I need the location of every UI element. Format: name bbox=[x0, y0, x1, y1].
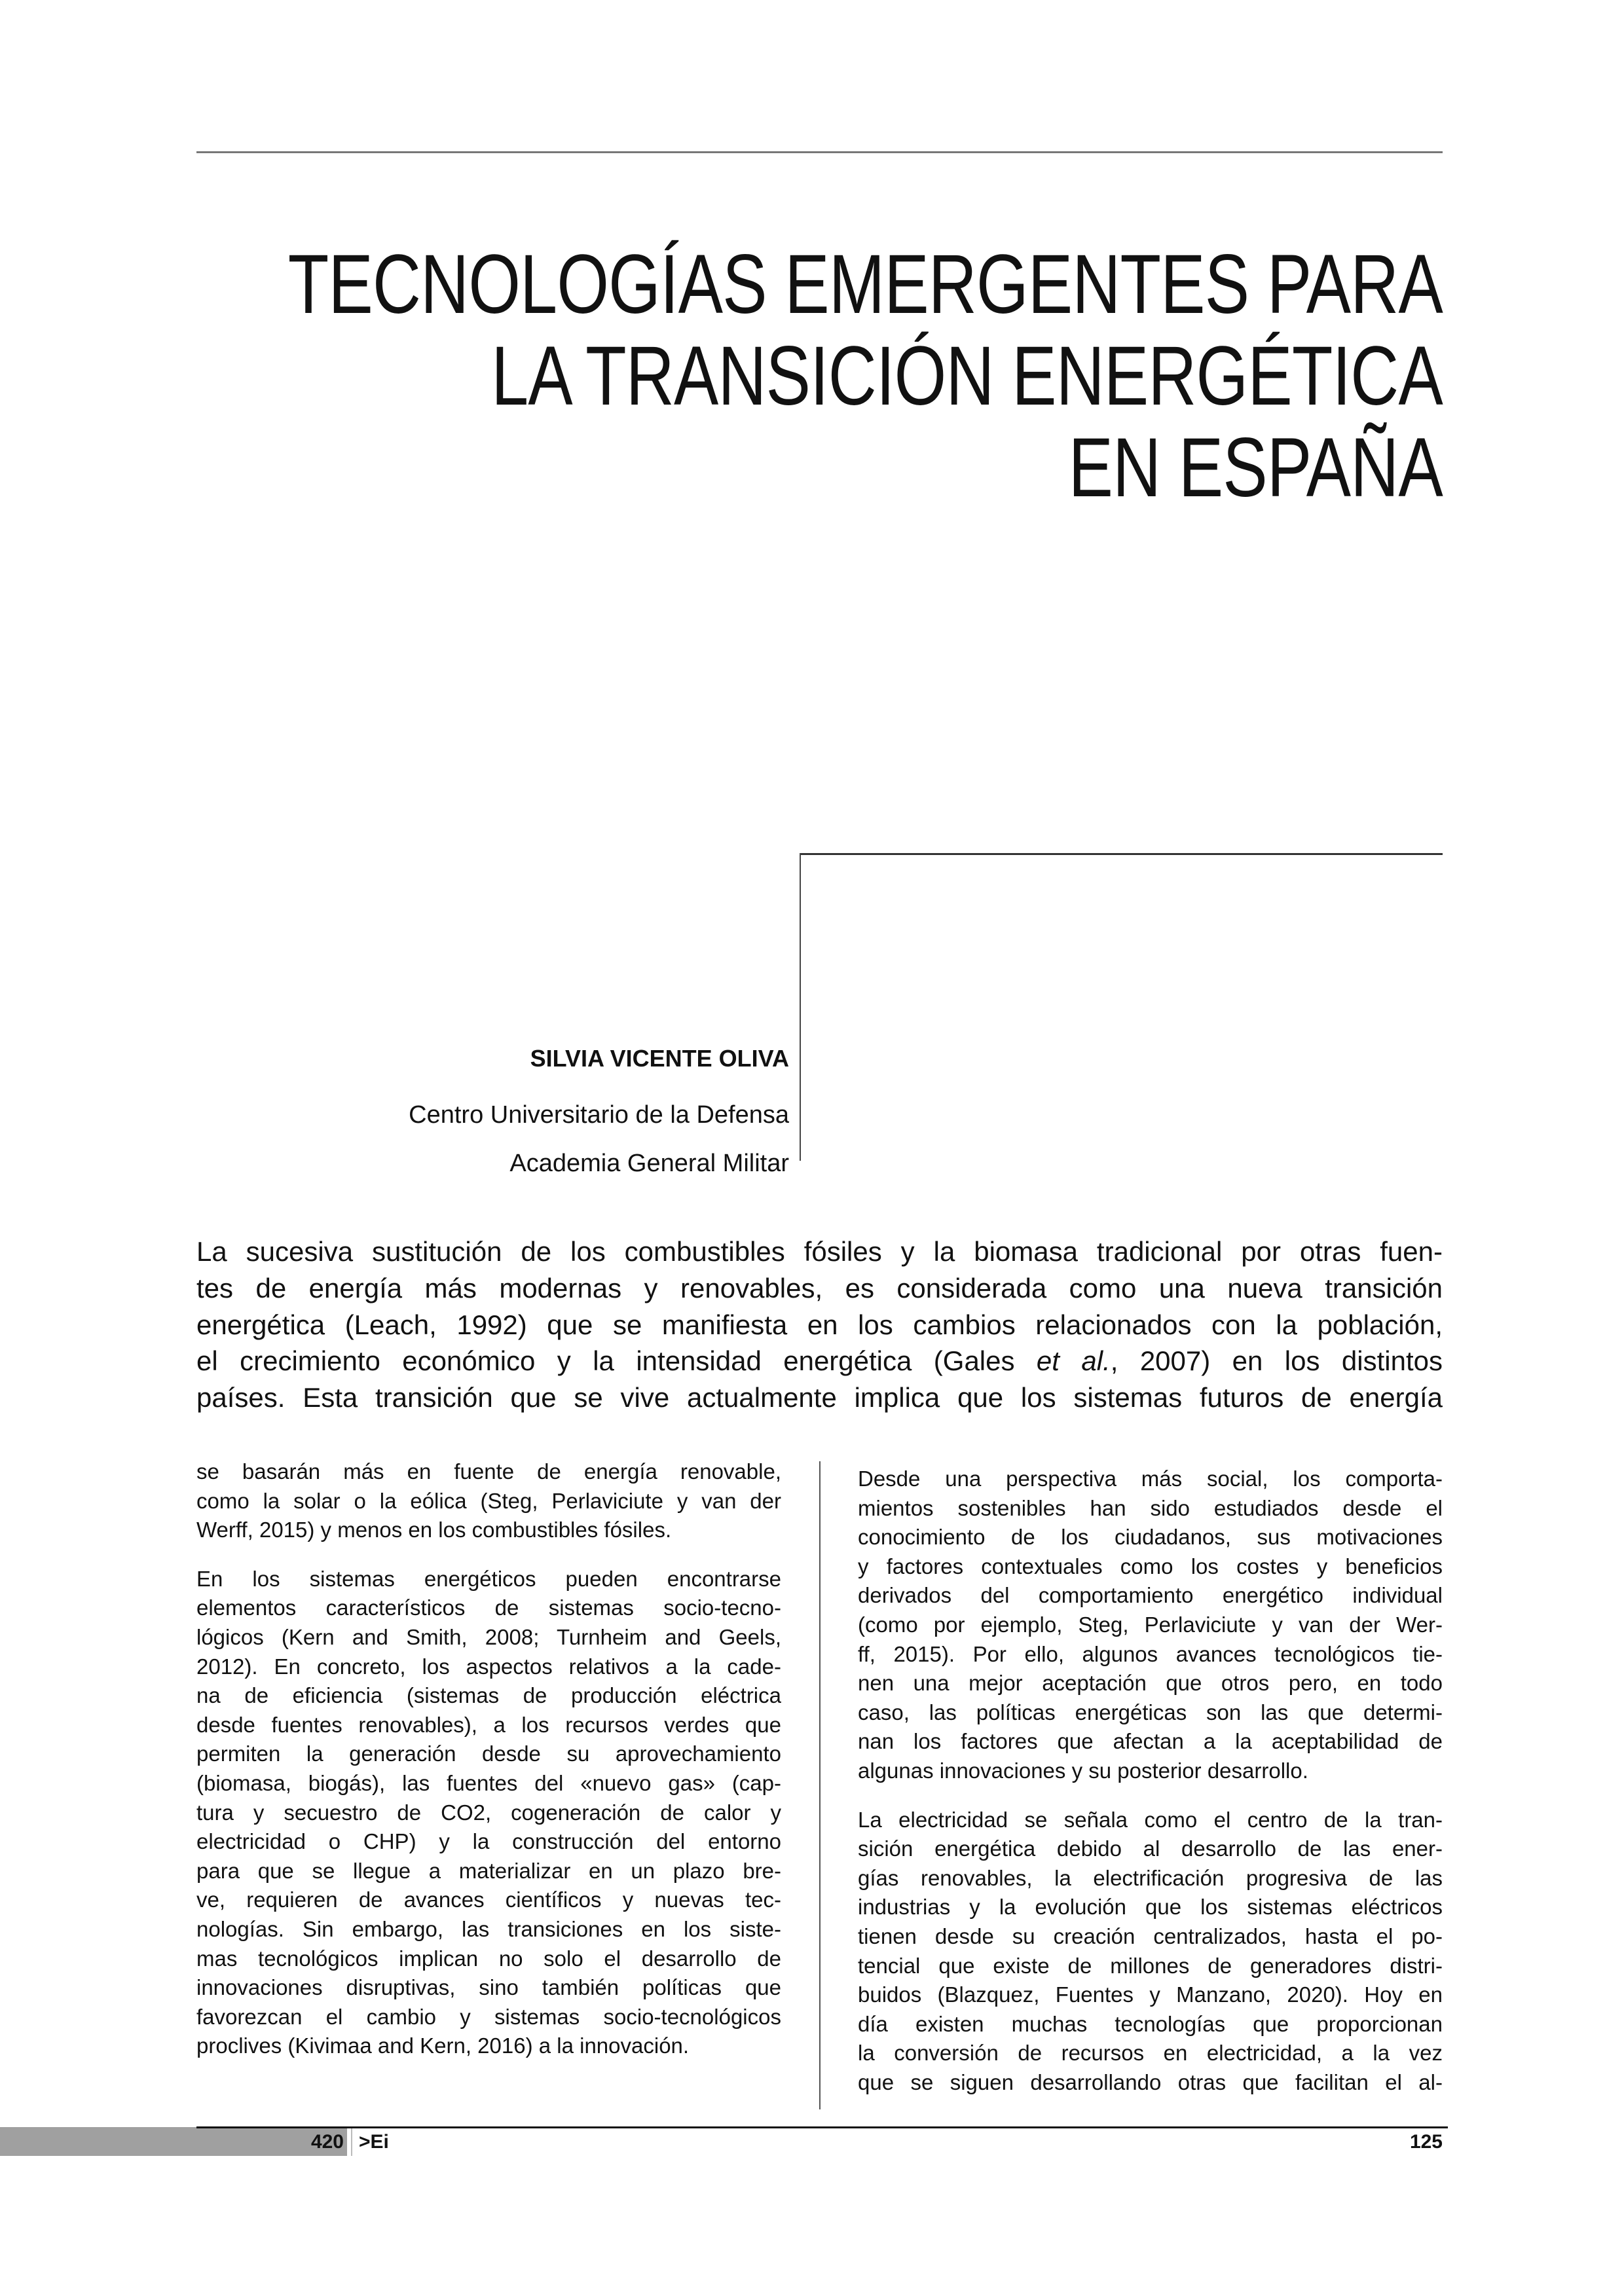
abstract-line: La sucesiva sustitución de los combustibles fósiles y la biomasa tradicional por otras fuen- bbox=[196, 1236, 1443, 1267]
paragraph bbox=[858, 1806, 1443, 2098]
top-rule bbox=[196, 151, 1443, 153]
page-number: 125 bbox=[1409, 2131, 1443, 2153]
author-name: SILVIA VICENTE OLIVA bbox=[530, 1045, 789, 1072]
text-line: y factores contextuales como los costes y beneficios bbox=[858, 1554, 1443, 1578]
journal-name: >Ei bbox=[359, 2131, 389, 2153]
abstract-line: tes de energía más modernas y renovables, es considerada como una nueva transición bbox=[196, 1272, 1443, 1303]
abstract-line: energética (Leach, 1992) que se manifiesta en los cambios relacionados con la población, bbox=[196, 1309, 1443, 1340]
column-divider bbox=[819, 1461, 821, 2109]
text-line: lógicos (Kern and Smith, 2008; Turnheim and Geels, bbox=[196, 1624, 781, 1649]
footer-separator bbox=[351, 2128, 352, 2156]
text-line: para que se llegue a materializar en un plazo bre- bbox=[196, 1858, 781, 1883]
text-line: ff, 2015). Por ello, algunos avances tecnológicos tie- bbox=[858, 1641, 1443, 1666]
title-line: EN ESPAÑA bbox=[1068, 421, 1443, 515]
text-line: elementos característicos de sistemas socio-tecno- bbox=[196, 1595, 781, 1620]
paragraph bbox=[858, 1465, 1443, 1786]
author-affiliation: Academia General Militar bbox=[509, 1150, 789, 1177]
abstract-line-text: el crecimiento económico y la intensidad energética (Gales bbox=[196, 1345, 1037, 1377]
text-line: ve, requieren de avances científicos y nuevas tec- bbox=[196, 1887, 781, 1912]
text-line: gías renovables, la electrificación progresiva de las bbox=[858, 1865, 1443, 1890]
text-line: la conversión de recursos en electricidad, a la vez bbox=[858, 2041, 1443, 2066]
author-box-top-rule bbox=[800, 853, 1443, 855]
text-line: (como por ejemplo, Steg, Perlaviciute y van der Wer- bbox=[858, 1612, 1443, 1637]
abstract bbox=[196, 1233, 1443, 1416]
text-line: nologías. Sin embargo, las transiciones en los siste- bbox=[196, 1916, 781, 1941]
text-line: proclives (Kivimaa and Kern, 2016) a la innovación. bbox=[196, 2033, 690, 2058]
text-line: mas tecnológicos implican no solo el desarrollo de bbox=[196, 1946, 781, 1971]
text-line: Desde una perspectiva más social, los comporta- bbox=[858, 1467, 1443, 1491]
text-line: permiten la generación desde su aprovechamiento bbox=[196, 1741, 781, 1766]
text-line: como la solar o la eólica (Steg, Perlaviciute y van der bbox=[196, 1488, 781, 1513]
text-line: (biomasa, biogás), las fuentes del «nuevo gas» (cap- bbox=[196, 1770, 781, 1795]
text-line: tura y secuestro de CO2, cogeneración de calor y bbox=[196, 1800, 781, 1825]
text-line: innovaciones disruptivas, sino también políticas que bbox=[196, 1975, 781, 2000]
right-column bbox=[858, 1465, 1443, 2117]
text-line: na de eficiencia (sistemas de producción eléctrica bbox=[196, 1683, 781, 1708]
text-line: industrias y la evolución que los sistemas eléctricos bbox=[858, 1895, 1443, 1920]
abstract-italic-text: et al. bbox=[1036, 1345, 1111, 1377]
text-line: buidos (Blazquez, Fuentes y Manzano, 2020). Hoy en bbox=[858, 1982, 1443, 2007]
paragraph bbox=[196, 1457, 781, 1545]
text-line: tencial que existe de millones de generadores distri- bbox=[858, 1953, 1443, 1978]
text-line: La electricidad se señala como el centro de la tran- bbox=[858, 1807, 1443, 1832]
text-line: mientos sostenibles han sido estudiados desde el bbox=[858, 1495, 1443, 1520]
text-line: 2012). En concreto, los aspectos relativos a la cade- bbox=[196, 1654, 781, 1679]
text-line: electricidad o CHP) y la construcción del entorno bbox=[196, 1829, 781, 1854]
article-title bbox=[0, 239, 1443, 514]
left-column bbox=[196, 1457, 781, 2081]
text-line: nan los factores que afectan a la aceptabilidad de bbox=[858, 1729, 1443, 1754]
author-box-side-rule bbox=[800, 853, 801, 1161]
text-line: desde fuentes renovables), a los recursos verdes que bbox=[196, 1712, 781, 1737]
text-line: día existen muchas tecnologías que proporcionan bbox=[858, 2011, 1443, 2036]
footer-rule bbox=[196, 2126, 1448, 2128]
text-line: conocimiento de los ciudadanos, sus motivaciones bbox=[858, 1525, 1443, 1550]
text-line: favorezcan el cambio y sistemas socio-tecnológicos bbox=[196, 2004, 781, 2029]
title-line: TECNOLOGÍAS EMERGENTES PARA bbox=[287, 238, 1443, 331]
abstract-line-text: , 2007) en los distintos bbox=[1110, 1345, 1443, 1377]
text-line: nen una mejor aceptación que otros pero, en todo bbox=[858, 1671, 1443, 1696]
text-line: derivados del comportamiento energético individual bbox=[858, 1583, 1443, 1608]
paragraph bbox=[196, 1565, 781, 2061]
title-line: LA TRANSICIÓN ENERGÉTICA bbox=[491, 329, 1443, 423]
text-line: Werff, 2015) y menos en los combustibles fósiles. bbox=[196, 1518, 672, 1542]
text-line: tienen desde su creación centralizados, hasta el po- bbox=[858, 1923, 1443, 1948]
text-line: En los sistemas energéticos pueden encontrarse bbox=[196, 1566, 781, 1591]
issue-number: 420 bbox=[310, 2131, 344, 2153]
abstract-line bbox=[196, 1343, 1443, 1379]
abstract-line: países. Esta transición que se vive actualmente implica que los sistemas futuros de energía bbox=[196, 1382, 1443, 1413]
text-line: caso, las políticas energéticas son las que determi- bbox=[858, 1700, 1443, 1724]
text-line: que se siguen desarrollando otras que facilitan el al- bbox=[858, 2069, 1443, 2094]
text-line: algunas innovaciones y su posterior desarrollo. bbox=[858, 1758, 1308, 1783]
footer-gray-box bbox=[0, 2127, 347, 2156]
text-line: sición energética debido al desarrollo de las ener- bbox=[858, 1836, 1443, 1861]
text-line: se basarán más en fuente de energía renovable, bbox=[196, 1459, 781, 1484]
author-affiliation: Centro Universitario de la Defensa bbox=[409, 1101, 789, 1129]
author-block bbox=[409, 1042, 789, 1188]
